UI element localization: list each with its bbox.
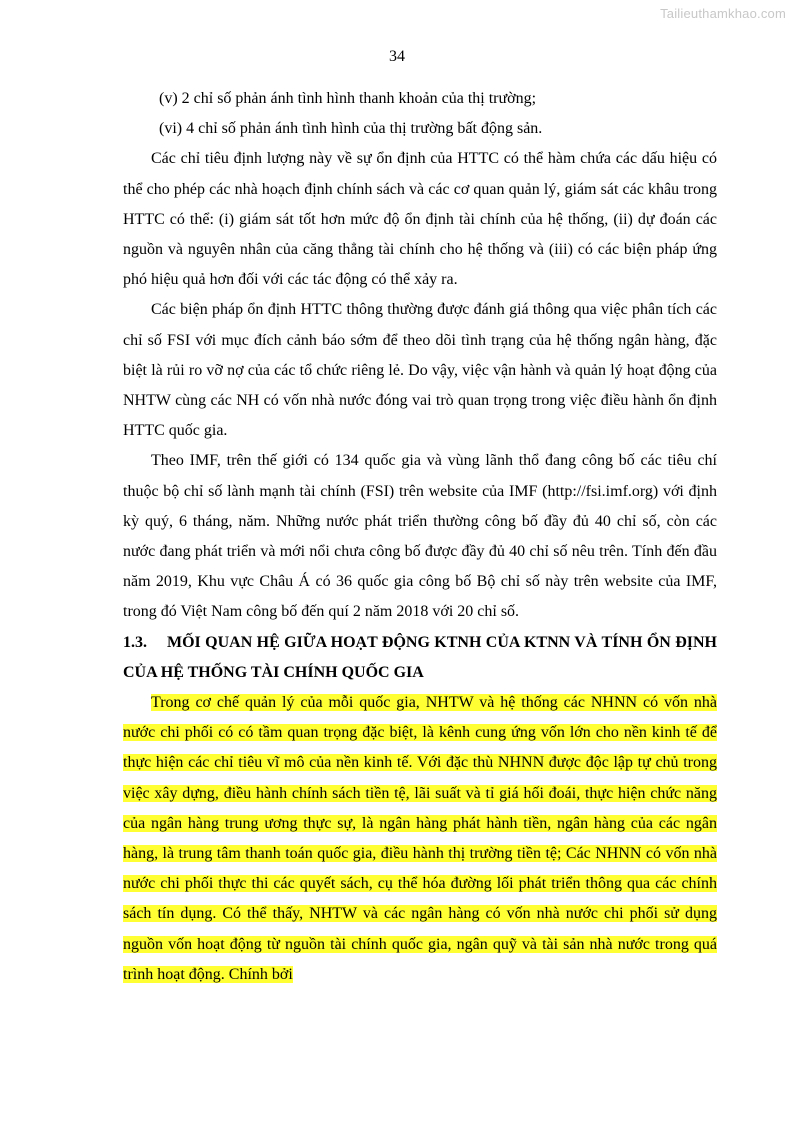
paragraph: Theo IMF, trên thế giới có 134 quốc gia và vùng lãnh thổ đang công bố các tiêu chí thuộc bộ chỉ số lành mạnh tài chính (FSI) trên website của IMF (http://fsi.imf.org) với định kỳ quý, 6 tháng, năm. Những nước phát triển thường công bố đầy đủ 40 chỉ số, còn các nước đang phát triển và mới nổi chưa công bố được đầy đủ 40 chỉ số nêu trên. Tính đến đầu năm 2019, Khu vực Châu Á có 36 quốc gia công bố Bộ chỉ số này trên website của IMF, trong đó Việt Nam công bố đến quí 2 năm 2018 với 20 chỉ số. — [123, 452, 717, 621]
section-number: 1.3. — [123, 633, 147, 651]
paragraph: Các biện pháp ổn định HTTC thông thường được đánh giá thông qua việc phân tích các chỉ số FSI với mục đích cảnh báo sớm để theo dõi tình trạng của hệ thống ngân hàng, đặc biệt là rủi ro vỡ nợ của các tổ chức riêng lẻ. Do vậy, việc vận hành và quản lý hoạt động của NHTW cùng các NH có vốn nhà nước đóng vai trò quan trọng trong việc điều hành ổn định HTTC quốc gia. — [123, 301, 717, 440]
list-item: (vi) 4 chỉ số phản ánh tình hình của thị trường bất động sản. — [159, 120, 543, 138]
list-item: (v) 2 chỉ số phản ánh tình hình thanh khoản của thị trường; — [159, 90, 537, 107]
page-number: 34 — [389, 48, 405, 65]
paragraph: Các chỉ tiêu định lượng này về sự ổn định của HTTC có thể hàm chứa các dấu hiệu có thể cho phép các nhà hoạch định chính sách và các cơ quan quản lý, giám sát các khâu trong HTTC có thể: (i) giám sát tốt hơn mức độ ổn định tài chính của hệ thống, (ii) dự đoán các nguồn và nguyên nhân của căng thẳng tài chính cho hệ thống và (iii) có các biện pháp ứng phó hiệu quả hơn đối với các tác động có thể xảy ra. — [123, 150, 717, 289]
section-heading — [123, 628, 717, 688]
document-body — [123, 84, 717, 990]
highlighted-text: Trong cơ chế quản lý của mỗi quốc gia, NHTW và hệ thống các NHNN có vốn nhà nước chi phối có có tầm quan trọng đặc biệt, là kênh cung ứng vốn lớn cho nền kinh tế để thực hiện các chỉ tiêu vĩ mô của nền kinh tế. Với đặc thù NHNN được độc lập tự chủ trong việc xây dựng, điều hành chính sách tiền tệ, lãi suất và tỉ giá hối đoái, thực hiện chức năng của ngân hàng trung ương thực sự, là ngân hàng phát hành tiền, ngân hàng của các ngân hàng, là trung tâm thanh toán quốc gia, điều hành thị trường tiền tệ; Các NHNN có vốn nhà nước chi phối thực thi các quyết sách, cụ thể hóa đường lối phát triển thông qua các chính sách tín dụng. Có thể thấy, NHTW và các ngân hàng có vốn nhà nước chi phối sử dụng nguồn vốn hoạt động từ nguồn tài chính quốc gia, ngân quỹ và tài sản nhà nước trong quá trình hoạt động. Chính bởi — [123, 694, 717, 983]
watermark: Tailieuthamkhao.com — [660, 6, 786, 21]
section-title: MỐI QUAN HỆ GIỮA HOẠT ĐỘNG KTNH CỦA KTNN VÀ TÍNH ỔN ĐỊNH CỦA HỆ THỐNG TÀI CHÍNH QUỐC GIA — [123, 633, 717, 681]
highlighted-paragraph — [123, 688, 717, 990]
